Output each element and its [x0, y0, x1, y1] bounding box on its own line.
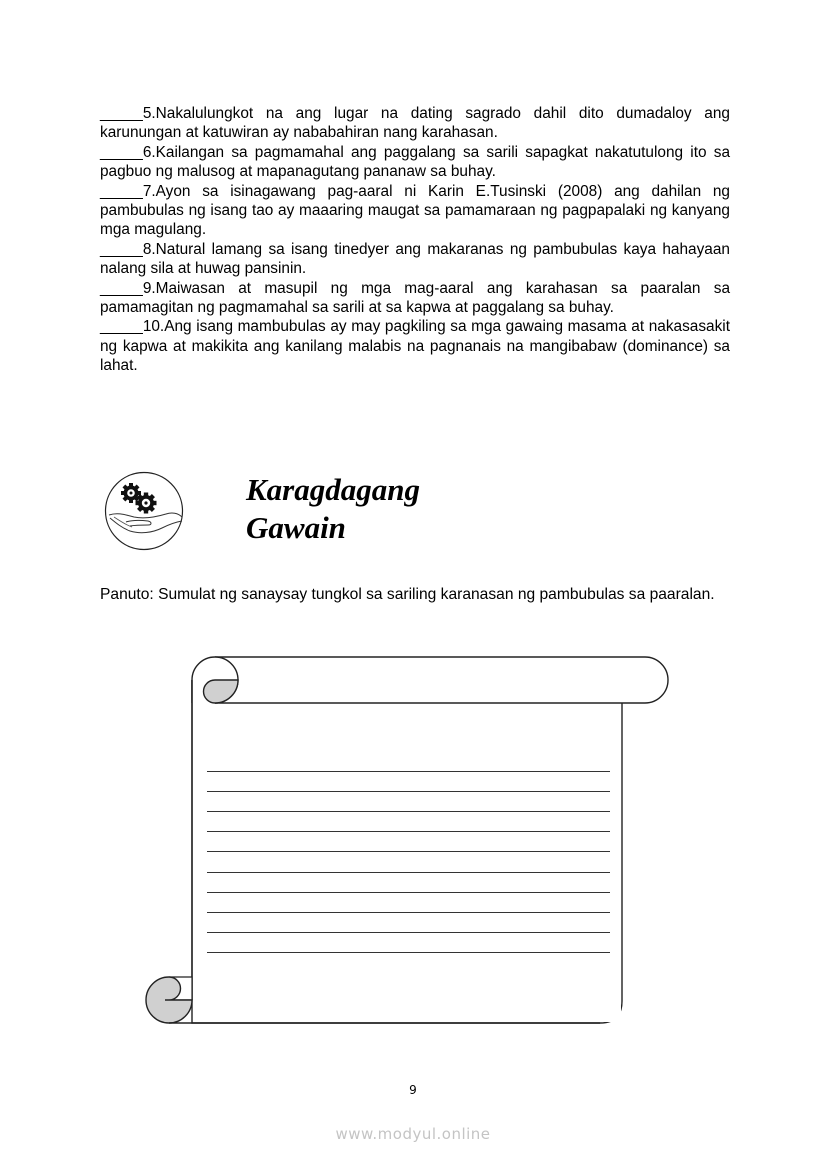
- question-item-8: [100, 240, 730, 279]
- section-header: [104, 471, 504, 553]
- section-title-line2: Gawain: [246, 510, 346, 545]
- gears-on-hand-icon: [104, 471, 184, 551]
- essay-writing-area[interactable]: [207, 752, 610, 953]
- question-item-6: [100, 143, 730, 182]
- answer-blank[interactable]: _____: [100, 240, 143, 258]
- answer-blank[interactable]: _____: [100, 143, 143, 161]
- question-text: 5.Nakalulungkot na ang lugar na dating sagrado dahil dito dumadaloy ang karunungan at katuwiran ay nababahiran nang karahasan.: [100, 105, 730, 142]
- watermark: www.modyul.online: [335, 1125, 491, 1143]
- writing-line[interactable]: [207, 873, 610, 893]
- writing-line[interactable]: [207, 772, 610, 792]
- writing-line[interactable]: [207, 893, 610, 913]
- writing-line[interactable]: [207, 812, 610, 832]
- instructions-text: Panuto: Sumulat ng sanaysay tungkol sa sariling karanasan ng pambubulas sa paaralan.: [100, 586, 715, 603]
- question-text: 10.Ang isang mambubulas ay may pagkiling sa mga gawaing masama at nakasasakit ng kapwa at makikita ang kanilang malabis na pagnanais na mangibabaw (dominance) sa lahat.: [100, 318, 730, 375]
- question-item-5: [100, 104, 730, 143]
- writing-line[interactable]: [207, 852, 610, 872]
- question-item-10: [100, 317, 730, 375]
- answer-blank[interactable]: _____: [100, 318, 143, 336]
- section-title-line1: Karagdagang: [246, 472, 420, 507]
- question-text: 7.Ayon sa isinagawang pag-aaral ni Karin E.Tusinski (2008) ang dahilan ng pambubulas ng isang tao ay maaaring maugat sa pamamaraan ng pagpapalaki ng kanyang mga magulang.: [100, 182, 730, 239]
- writing-line[interactable]: [207, 792, 610, 812]
- question-item-7: [100, 182, 730, 240]
- writing-line[interactable]: [207, 913, 610, 933]
- section-title: [246, 471, 420, 547]
- answer-blank[interactable]: _____: [100, 105, 143, 122]
- page-number: 9: [409, 1083, 417, 1097]
- writing-line[interactable]: [207, 832, 610, 852]
- answer-blank[interactable]: _____: [100, 279, 143, 297]
- answer-blank[interactable]: _____: [100, 182, 143, 200]
- question-text: 8.Natural lamang sa isang tinedyer ang makaranas ng pambubulas kaya hahayaan nalang sila at huwag pansinin.: [100, 240, 730, 278]
- true-false-items: [100, 104, 730, 376]
- question-text: 9.Maiwasan at masupil ng mga mag-aaral ang karahasan sa paaralan sa pamamagitan ng pagmamahal sa sarili at sa kapwa at paggalang sa buhay.: [100, 279, 730, 317]
- question-item-9: [100, 279, 730, 318]
- writing-line[interactable]: [207, 752, 610, 772]
- writing-line[interactable]: [207, 933, 610, 953]
- question-text: 6.Kailangan sa pagmamahal ang paggalang sa sarili sapagkat nakatutulong ito sa pagbuo ng malusog at mapanagutang pananaw sa buhay.: [100, 143, 730, 181]
